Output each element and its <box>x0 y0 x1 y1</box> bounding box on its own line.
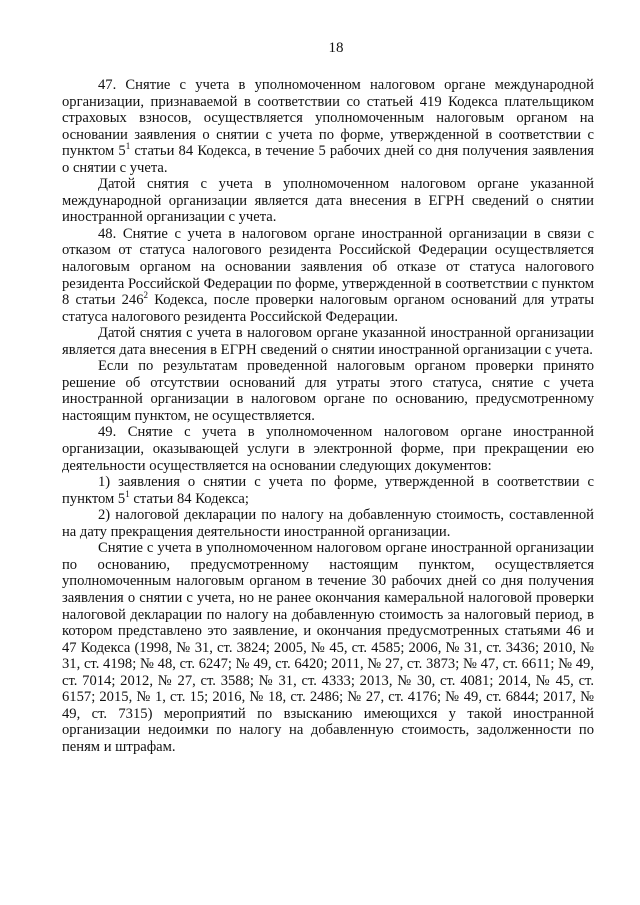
paragraph-48-refusal: Если по результатам проведенной налоговым органом проверки принято решение об отсутствии оснований для утраты этого статуса, снятие с учета иностранной организации в налоговом органе по основанию, предусмотренному настоящим пунктом, не осуществляется. <box>62 358 594 424</box>
superscript: 1 <box>125 141 131 152</box>
paragraph-49-item-1: 1) заявления о снятии с учета по форме, утвержденной в соответствии с пунктом $5^1$ статьи 84 Кодекса; <box>62 474 594 507</box>
paragraph-48: 48. Снятие с учета в налоговом органе иностранной организации в связи с отказом от статуса налогового резидента Российской Федерации осуществляется налоговым органом на основании заявления об отказе от статуса налогового резидента Российской Федерации по форме, утвержденной в соответствии с пунктом 8 статьи $246^2$ Кодекса, после проверки налоговым органом оснований для утраты статуса налогового резидента Российской Федерации. <box>62 225 594 325</box>
paragraph-49-item-2: 2) налоговой декларации по налогу на добавленную стоимость, составленной на дату прекращения деятельности иностранной организации. <box>62 507 594 540</box>
paragraph-47: 47. Снятие с учета в уполномоченном налоговом органе международной организации, признаваемой в соответствии со статьей 419 Кодекса плательщиком страховых взносов, осуществляется уполномоченным налоговым органом на основании заявления о снятии с учета по форме, утвержденной в соответствии с пунктом $5^1$ статьи 84 Кодекса, в течение 5 рабочих дней со дня получения заявления о снятии с учета. <box>62 77 595 176</box>
paragraph-47-date: Датой снятия с учета в уполномоченном налоговом органе указанной международной организации является дата внесения в ЕГРН сведений о снятии иностранной организации с учета. <box>62 176 594 226</box>
paragraph-49: 49. Снятие с учета в уполномоченном налоговом органе иностранной организации, оказывающей услуги в электронной форме, при прекращении ею деятельности осуществляется на основании следующих документов: <box>62 424 594 474</box>
paragraph-49-deregistration: Снятие с учета в уполномоченном налоговом органе иностранной организации по основанию, предусмотренному настоящим пунктом, осуществляется уполномоченным налоговым органом в течение 30 рабочих дней со дня получения заявления о снятии с учета, но не ранее окончания камеральной налоговой проверки налоговой декларации по налогу на добавленную стоимость за налоговый период, в котором представлено это заявление, и окончания предусмотренных статьями 46 и 47 Кодекса (1998, № 31, ст. 3824; 2005, № 45, ст. 4585; 2006, № 31, ст. 3436; 2010, № 31, ст. 4198; № 48, ст. 6247; № 49, ст. 6420; 2011, № 27, ст. 3873; № 47, ст. 6611; № 49, ст. 7014; 2012, № 27, ст. 3588; № 31, ст. 4333; 2013, № 30, ст. 4081; 2014, № 45, ст. 6157; 2015, № 1, ст. 15; 2016, № 18, ст. 2486; № 27, ст. 4176; № 49, ст. 6844; 2017, № 49, ст. 7315) мероприятий по взысканию имеющихся у такой иностранной организации недоимки по налогу на добавленную стоимость, задолженности по пеням и штрафам. <box>62 540 594 755</box>
paragraph-48-date: Датой снятия с учета в налоговом органе указанной иностранной организации является дата внесения в ЕГРН сведений о снятии иностранной организации с учета. <box>62 325 594 358</box>
document-body <box>62 77 594 755</box>
superscript: 2 <box>143 290 149 301</box>
superscript: 1 <box>125 488 130 499</box>
page-number: 18 <box>328 40 344 56</box>
